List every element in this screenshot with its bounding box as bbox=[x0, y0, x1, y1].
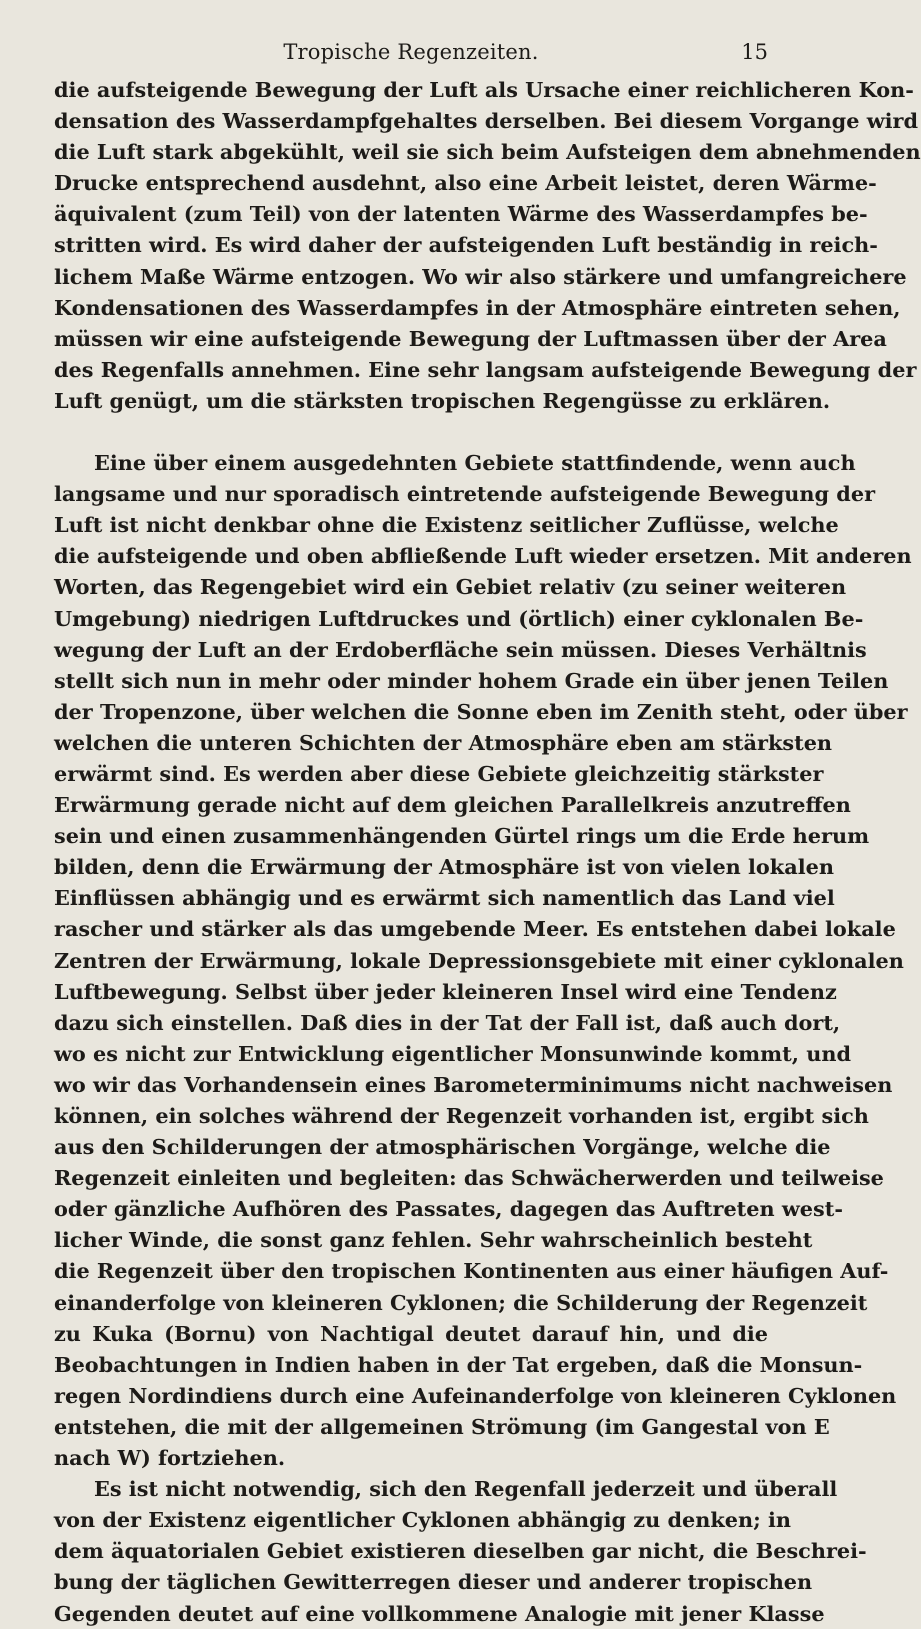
text-line: Beobachtungen in Indien haben in der Tat ergeben, daß die Monsun- bbox=[54, 1351, 863, 1377]
page-number: 15 bbox=[741, 40, 768, 64]
text-line: die Regenzeit über den tropischen Kontinenten aus einer häufigen Auf- bbox=[54, 1258, 889, 1284]
text-line: wegung der Luft an der Erdoberfläche sein müssen. Dieses Verhältnis bbox=[54, 636, 867, 662]
text-line: Eine über einem ausgedehnten Gebiete stattfindende, wenn auch bbox=[94, 450, 856, 476]
text-line: müssen wir eine aufsteigende Bewegung der Luftmassen über der Area bbox=[54, 325, 887, 351]
text-line: wo wir das Vorhandensein eines Barometerminimums nicht nachweisen bbox=[54, 1071, 893, 1097]
text-line: Gegenden deutet auf eine vollkommene Analogie mit jener Klasse bbox=[54, 1600, 825, 1626]
text-line: dem äquatorialen Gebiet existieren dieselben gar nicht, die Beschrei- bbox=[54, 1538, 867, 1564]
text-line: Worten, das Regengebiet wird ein Gebiet relativ (zu seiner weiteren bbox=[54, 574, 847, 600]
text-line: Umgebung) niedrigen Luftdruckes und (örtlich) einer cyklonalen Be- bbox=[54, 605, 864, 631]
text-line: aus den Schilderungen der atmosphärischen Vorgänge, welche die bbox=[54, 1134, 831, 1160]
text-line: des Regenfalls annehmen. Eine sehr langsam aufsteigende Bewegung der bbox=[54, 356, 917, 382]
text-line: Luft ist nicht denkbar ohne die Existenz seitlicher Zuflüsse, welche bbox=[54, 512, 839, 538]
paragraph-1 bbox=[54, 74, 921, 416]
text-line: Einflüssen abhängig und es erwärmt sich namentlich das Land viel bbox=[54, 885, 835, 911]
text-line: Regenzeit einleiten und begleiten: das Schwächerwerden und teilweise bbox=[54, 1165, 884, 1191]
text-line: entstehen, die mit der allgemeinen Strömung (im Gangestal von E bbox=[54, 1413, 830, 1439]
text-line: licher Winde, die sonst ganz fehlen. Sehr wahrscheinlich besteht bbox=[54, 1227, 813, 1253]
text-line: bung der täglichen Gewitterregen dieser und anderer tropischen bbox=[54, 1569, 813, 1595]
text-line: densation des Wasserdampfgehaltes derselben. Bei diesem Vorgange wird bbox=[54, 108, 918, 134]
text-line: Drucke entsprechend ausdehnt, also eine Arbeit leistet, deren Wärme- bbox=[54, 170, 877, 196]
text-line: die aufsteigende Bewegung der Luft als Ursache einer reichlicheren Kon- bbox=[54, 77, 914, 102]
text-line: Zentren der Erwärmung, lokale Depressionsgebiete mit einer cyklonalen bbox=[54, 947, 904, 973]
text-line: der Tropenzone, über welchen die Sonne eben im Zenith steht, oder über bbox=[54, 698, 908, 724]
text-line: regen Nordindiens durch eine Aufeinanderfolge von kleineren Cyklonen bbox=[54, 1382, 897, 1408]
text-line: lichem Maße Wärme entzogen. Wo wir also stärkere und umfangreichere bbox=[54, 263, 907, 289]
text-line: dazu sich einstellen. Daß dies in der Tat der Fall ist, daß auch dort, bbox=[54, 1009, 841, 1035]
text-line: Erwärmung gerade nicht auf dem gleichen Parallelkreis anzutreffen bbox=[54, 792, 851, 818]
text-line: Es ist nicht notwendig, sich den Regenfall jederzeit und überall bbox=[94, 1476, 838, 1502]
text-line: sein und einen zusammenhängenden Gürtel rings um die Erde herum bbox=[54, 823, 870, 849]
running-head bbox=[54, 40, 768, 74]
text-line: erwärmt sind. Es werden aber diese Gebiete gleichzeitig stärkster bbox=[54, 760, 824, 786]
text-line: welchen die unteren Schichten der Atmosphäre eben am stärksten bbox=[54, 729, 833, 755]
text-line: langsame und nur sporadisch eintretende aufsteigende Bewegung der bbox=[54, 481, 876, 507]
text-line: Luftbewegung. Selbst über jeder kleineren Insel wird eine Tendenz bbox=[54, 978, 837, 1004]
text-line: bilden, denn die Erwärmung der Atmosphäre ist von vielen lokalen bbox=[54, 854, 834, 880]
paragraph-2 bbox=[54, 447, 912, 1473]
text-line: nach W) fortziehen. bbox=[54, 1445, 286, 1471]
paragraph-3 bbox=[54, 1473, 867, 1628]
running-title: Tropische Regenzeiten. bbox=[283, 40, 539, 64]
text-line: einanderfolge von kleineren Cyklonen; die Schilderung der Regenzeit bbox=[54, 1289, 868, 1315]
text-line: können, ein solches während der Regenzeit vorhanden ist, ergibt sich bbox=[54, 1103, 869, 1128]
paragraph-gap bbox=[54, 416, 768, 447]
text-line: die aufsteigende und oben abfließende Luft wieder ersetzen. Mit anderen bbox=[54, 543, 912, 569]
text-line: von der Existenz eigentlicher Cyklonen abhängig zu denken; in bbox=[54, 1507, 792, 1533]
text-line: Luft genügt, um die stärksten tropischen Regengüsse zu erklären. bbox=[54, 387, 831, 413]
text-line: oder gänzliche Aufhören des Passates, dagegen das Auftreten west- bbox=[54, 1196, 843, 1222]
text-line: stritten wird. Es wird daher der aufsteigenden Luft beständig in reich- bbox=[54, 232, 878, 258]
text-line: rascher und stärker als das umgebende Meer. Es entstehen dabei lokale bbox=[54, 916, 896, 942]
text-line: die Luft stark abgekühlt, weil sie sich beim Aufsteigen dem abnehmenden bbox=[54, 139, 921, 165]
text-line: stellt sich nun in mehr oder minder hohem Grade ein über jenen Teilen bbox=[54, 667, 889, 693]
text-line: Kondensationen des Wasserdampfes in der Atmosphäre eintreten sehen, bbox=[54, 294, 901, 320]
text-line: äquivalent (zum Teil) von der latenten Wärme des Wasserdampfes be- bbox=[54, 201, 868, 227]
body-text bbox=[54, 74, 921, 1629]
text-line: zu Kuka (Bornu) von Nachtigal deutet darauf hin, und die bbox=[54, 1320, 768, 1346]
text-line: wo es nicht zur Entwicklung eigentlicher Monsunwinde kommt, und bbox=[54, 1040, 852, 1066]
